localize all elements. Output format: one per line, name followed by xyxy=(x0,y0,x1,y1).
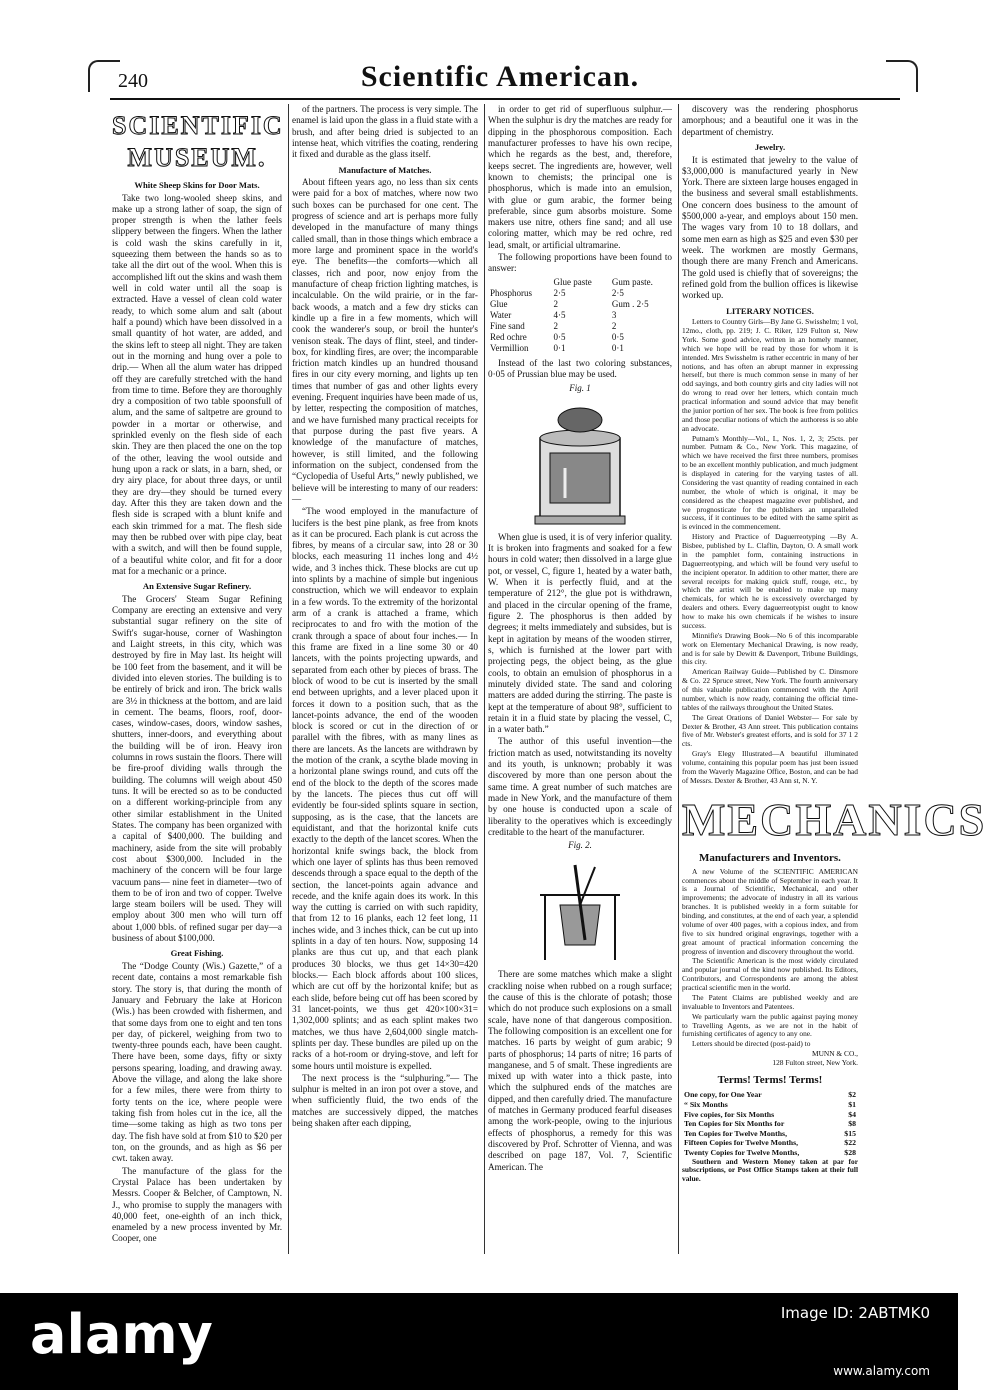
terms-price: $2 xyxy=(848,1090,856,1100)
terms-label: Ten Copies for Six Months for xyxy=(684,1119,785,1129)
terms-label: Ten Copies for Twelve Months, xyxy=(684,1128,788,1138)
article-paragraph: The Grocers' Steam Sugar Refining Company are erecting an extensive and very substantial sugar refinery on the site of Swift's sugar-house, corner of Washington and Laight streets, in this city, which was destroyed by fire in May last. Its height will be 100 feet from the basement, and it will be divided into eleven stories. The building is to be entirely of brick and iron. The brick walls are 3½ in thickness at the bottom, and are laid in cement. The beams, floors, roof, door-cases, window-cases, doors, window sashes, shutters, inner-doors, and everything about the building will be of iron. Heavy iron columns in rows sustain the floors. There will be fire-proof dividing walls through the building. The columns will weigh about 450 tuns. It will be erected so as to be conducted on a different working-principle from any other similar establishment in the United States. The company has been organized with a capital of $400,000. The building and machinery, aside from the site will probably cost about $300,000. Included in the machinery of the concern will be four large vacuum pans— nine feet in diameter—two of them to be of iron and two of copper. Twelve large steam boilers will be used. They will employ about 300 men who will turn off about 1,000 bbls. of refined sugar per day—a business of about $100,000. xyxy=(112,593,282,944)
column-1 xyxy=(112,104,282,1254)
recipe-table xyxy=(488,277,672,354)
figure-caption: Fig. 1 xyxy=(569,382,591,393)
recipe-header: Gum paste. xyxy=(611,276,653,287)
article-heading: Manufacture of Matches. xyxy=(338,164,432,175)
terms-price: $1 xyxy=(848,1100,856,1110)
column-divider xyxy=(678,104,679,1254)
recipe-cell: Gum . 2·5 xyxy=(611,298,649,309)
column-2 xyxy=(292,104,478,1254)
article-heading: An Extensive Sugar Refinery. xyxy=(142,581,252,592)
notice-paragraph: American Railway Guide—Published by C. Dinsmore & Co. 22 Spruce street, New York. The fourth anniversary of this valuable publication commenced with the April number, which is now ready, containing the official time-tables of the railways throughout the United States. xyxy=(682,667,858,712)
address-name: MUNN & CO., xyxy=(812,1049,858,1059)
museum-banner: SCIENTIFIC MUSEUM. xyxy=(112,111,284,172)
mechanics-banner: MECHANICS xyxy=(682,793,986,845)
terms-row xyxy=(682,1138,858,1148)
recipe-cell: 4·5 xyxy=(553,309,566,320)
recipe-cell: 0·5 xyxy=(553,332,566,342)
terms-price: $22 xyxy=(844,1138,856,1148)
recipe-cell: 2 xyxy=(611,320,617,331)
column-4 xyxy=(682,104,986,1254)
recipe-cell: Phosphorus xyxy=(490,287,533,298)
article-paragraph: discovery was the rendering phosphorus amorphous; and a beautiful one it was in the department of chemistry. xyxy=(682,104,858,137)
terms-label: Fifteen Copies for Twelve Months, xyxy=(684,1138,799,1148)
glue-pot-engraving xyxy=(520,398,640,528)
recipe-cell: 3 xyxy=(611,309,617,320)
recipe-cell: Water xyxy=(490,309,512,320)
article-heading: Jewelry. xyxy=(754,141,786,152)
notice-paragraph: Gray's Elegy Illustrated—A beautiful illuminated volume, containing this popular poem has just been issued from the Waverly Magazine Office, Boston, and can be had of Messrs. Dexter & Brother, 43 Ann st, N. Y. xyxy=(682,749,858,785)
notice-paragraph: The Scientific American is the most widely circulated and popular journal of the kind now published. Its Editors, Contributors, and Correspondents are among the ablest practical scientific men in the world. xyxy=(682,956,858,993)
terms-price: $28 xyxy=(844,1147,856,1157)
address-street: 128 Fulton street, New York. xyxy=(772,1058,858,1068)
article-paragraph: When glue is used, it is of very inferior quality. It is broken into fragments and soaked for a few hours in cold water; then dissolved in a large glue pot, or vessel, C, figure 1, heated by a water bath, W. When it is perfectly fluid, and at the temperature of 212°, the glue pot is withdrawn, and placed in the circular opening of the frame, figure 2. The phosphorus is then added by degrees; it melts immediately and subsides, but is kept in agitation by means of the wooden stirrer, s, which is furnished at the lower part with projecting pegs, the object being, as the glue cools, to obtain an emulsion of phosphorus in a minutely divided state. The sand and coloring matters are added during the stirring. The paste is kept at the temperature of about 98°, sufficient to retain it in a fluid state by placing the vessel, C, in a water bath.” xyxy=(488,531,672,735)
article-paragraph: About fifteen years ago, no less than six cents were paid for a box of matches, where now two such boxes can be purchased for one cent. The progress of science and art is perhaps more fully developed in the manufacture of many things called small, than in those things which embrace a more large and prominent space in the world's eye. The benefits—the comforts—which all classes, rich and poor, now enjoy from the manufacture of cheap friction lighting matches, is incalculable. On the wild prairie, or in the far-back woods, a match and a few dry sticks can kindle up a fire in a few moments, which will cook the wanderer's soup, or broil the hunter's venison steak. The days of flint, steel, and tinder-box, for kindling fires, are over; the incomparable friction match kindles up an hundred thousand fires in our city every morning, and lights up ten times that number of gas and other lights every evening. Frequent inquiries have been made of us, by letter, respecting the composition of matches, and we have furnished many practical receipts for that purpose during the past five years. A knowledge of the manufacture of matches, however, is still limited, and the following information on the subject, condensed from the “Cyclopedia of Useful Arts,” newly published, we believe will be interesting to many of our readers:— xyxy=(292,177,478,504)
recipe-cell: Glue xyxy=(490,298,508,309)
article-paragraph: The “Dodge County (Wis.) Gazette,” of a recent date, contains a most remarkable fish story. The story is, that during the month of January and February the lake at Horicon (Wis.) has been crowded with fishermen, and that some days from one to eight and ten tons per day, of pickerel, weighing from two to twenty-three pounds each, have been caught. There have been, some days, fifty or sixty persons spearing, loading, and drawing away. Above the village, and along the lake shore for a few miles, there were from thirty to forty tents on the ice, where people were taking fish from holes cut in the ice, all the time—some taking as high as two tons per day. The fish have sold at from $10 to $20 per ton, on the grounds, and as high as $6 per cwt. taken away. xyxy=(112,960,282,1164)
recipe-cell: Vermillion xyxy=(490,343,529,354)
article-paragraph: Take two long-wooled sheep skins, and make up a strong lather of soap, the sign of proper strength is when the lather feels slippery between the fingers. When the lather is cold wash the skins carefully in it, squeezing them between the hands so as to take all the dirt out of the wool. When this is accomplished lift out the skins and wash them well in cold water until all the soap is extracted. Have a vessel of clean cold water ready, to which some alum and salt (about half a pound) which have been dissolved in a small quantity of hot water, are added, and the skins left to steep all night. They are taken out in the morning and hung over a pole to drip.— When all the alum water has dripped off they are carefully stretched with the hand from time to time. Before they are thoroughly dry a composition of two table spoonsfull of alum, and the same of saltpetre are ground to powder in a mortar or otherwise, and sprinkled evenly on the flesh side of each skin. They are then placed the one on the top of the other, leaving the wool outside and hung upon a rack or slats, in a barn, shed, or dry airy place, for about three days, or until they are dry—they should be turned every day. After this they are taken down and the flesh side is scraped with a blunt knife and each skin trimmed for a mat. The flesh side may then be rubbed over with pipe clay, beat with a switch, and will then be found supple, of a beautiful white color, and fit for a door mat for a mechanic or a prince. xyxy=(112,192,282,576)
figure-caption: Fig. 2. xyxy=(568,840,592,851)
article-paragraph: in order to get rid of superfluous sulphur.— When the sulphur is dry the matches are ready for dipping in the phosphorous composition. Each manufacturer professes to have his own recipe, which he regards as the best, and, therefore, keeps secret. The ingredients are, however, well known to chemists; the principal one is phosphorus, which is made into an emulsion, with glue or gum arabic, the former being preferable, since gum absorbs moisture. Some makers use nitre, others fine sand; and all use coloring matter, which may be red ochre, red lead, smalt, or artificial ultramarine. xyxy=(488,104,672,250)
recipe-cell: 2·5 xyxy=(611,287,624,298)
recipe-header xyxy=(488,277,552,288)
header-rule xyxy=(110,98,900,100)
notice-paragraph: Southern and Western Money taken at par for subscriptions, or Post Office Stamps taken at their full value. xyxy=(682,1156,858,1184)
terms-row xyxy=(682,1100,858,1110)
recipe-cell: 2 xyxy=(553,320,559,331)
article-paragraph: The author of this useful invention—the friction match as used, notwitstanding its novelty and its youth, is unknown; probably it was discovered by more than one person about the same time. A great number of such matches are made in New York, and the manufacture of them by one house is conducted upon a scale of liberality to the operatives which is exceedingly creditable to the heart of the manufacturer. xyxy=(488,736,672,837)
subbanner: Manufacturers and Inventors. xyxy=(699,852,841,865)
notice-paragraph: A new Volume of the SCIENTIFIC AMERICAN commences about the middle of September in each year. It is a Journal of Scientific, Mechanical, and other improvements; the advocate of industry in all its various branches. It is published weekly in a form suitable for binding, and constitutes, at the end of each year, a splendid volume of over 400 pages, with a copious index, and from five to six hundred original engravings, together with a great amount of practical information concerning the progress of invention and discovery throughout the world. xyxy=(682,866,858,956)
terms-row xyxy=(682,1110,858,1120)
page-number: 240 xyxy=(118,70,148,92)
stirring-frame-engraving xyxy=(525,855,635,965)
recipe-cell: 0·5 xyxy=(611,332,624,342)
terms-label: “ Six Months xyxy=(684,1100,728,1110)
recipe-cell: Fine sand xyxy=(490,320,525,331)
terms-row xyxy=(682,1129,858,1139)
terms-price: $8 xyxy=(848,1119,856,1129)
notice-paragraph: The Patent Claims are published weekly and are invaluable to Inventors and Patentees. xyxy=(682,992,858,1011)
terms-price: $4 xyxy=(848,1109,856,1119)
terms-row xyxy=(682,1119,858,1129)
recipe-cell: 2·5 xyxy=(553,287,566,298)
recipe-cell: 0·1 xyxy=(611,343,624,354)
recipe-header: Glue paste xyxy=(553,276,592,287)
terms-label: Twenty Copies for Twelve Months, xyxy=(684,1147,800,1157)
recipe-cell: Red ochre xyxy=(490,332,527,342)
notice-paragraph: Letters should be directed (post-paid) to xyxy=(692,1039,811,1049)
image-id: Image ID: 2ABTMK0 xyxy=(780,1304,930,1322)
notice-paragraph: Putnam's Monthly—Vol., I., Nos. 1, 2, 3; 25cts. per number. Putnam & Co., New York. This magazine, of which we have received the first three numbers, promises to be an excellent monthly publication, and much judgment is displayed in catering for the varying tastes of all. Considering the vast quantity of reading contained in each number, the whole of which is original, it may be considered as the cheapest magazine ever published, and we prognosticate for the publishers an unparalleled success, if it continues to be edited with the same spirit as is evinced in the commencement. xyxy=(682,433,858,532)
article-paragraph: “The wood employed in the manufacture of lucifers is the best pine plank, as free from knots as it can be procured. Each plank is cut across the fibres, by means of a circular saw, into 28 or 30 blocks, each measuring 11 inches long and 4½ wide, and 3 inches thick. These blocks are cut up into splints by a machine of simple but ingenious construction, which we will endeavor to explain in a few words. To the extremity of the horizontal arm of a crank is attached a frame, which reciprocates to and fro with the motion of the crank through a space of about four inches.— In this frame are fixed in a line some 30 or 40 lancets, with the points projecting upwards, and separated from each other by pieces of brass. The block of wood to be cut is inserted by the small end between uprights, and a lever placed upon it forces it down to a position such, that as the lancet-points advance, the end of the wooden block is scored or cut in the direction of or parallel with the fibres, with as many lines as there are lancets. As the lancets are withdrawn by the motion of the crank, a scythe blade moving in a horizontal plane swings round, and cuts off the end of the block to the depth of the scores made by the lancets. The pieces thus cut off will evidently be four-sided splints square in section, supposing, as is the case, that the lancets are equidistant, and that the horizontal knife cuts exactly to the depth of the lancet scores. When the horizontal knife swings back, the block from which one layer of splints has thus been removed descends through a space equal to the depth of the section, the lancet-points again advance and recede, and the knife again does its work. In this way the cutting is carried on with such rapidity, that from 12 to 16 planks, each 12 feet long, 11 inches wide, and 3 inches thick, can be cut up into splints in a day of ten hours. Now, supposing 14 planks are thus cut up, and that each plank produces 30 blocks, we thus get 14×30=420 blocks.— Each block affords about 100 slices, which are cut off by the horizontal knife; but as each slide, before being cut off has been scored by 31 lancet-points, we thus get 420×100×31= 1,302,000 splints; and as each splint makes two matches, we thus have 2,604,000 single match-splints per day. These bundles are piled up on the racks of a hot-room or drying-stove, and left for some hours until moisture is expelled. xyxy=(292,506,478,1071)
article-heading: White Sheep Skins for Door Mats. xyxy=(134,179,260,190)
column-divider xyxy=(288,104,289,1254)
recipe-cell: 2 xyxy=(553,298,559,309)
recipe-cell: 0·1 xyxy=(553,343,566,354)
article-paragraph: The following proportions have been found to answer: xyxy=(488,252,672,274)
column-3 xyxy=(488,104,672,1254)
column-divider xyxy=(484,104,485,1254)
terms-label: Five copies, for Six Months xyxy=(684,1109,775,1119)
terms-row xyxy=(682,1090,858,1100)
notice-paragraph: Letters to Country Girls—By Jane G. Swisshelm; 1 vol, 12mo., cloth, pp. 219; J. C. Riker, 129 Fulton st, New York. Some good advice, written in an homely manner, which we hope will be read by those for whom it is intended. Mrs Swisshelm is rather eccentric in many of her notions, and has often an abrupt manner in expressing herself, but there is much common sense in many of her odd sayings, and both country girls and city ladies will not do wrong to read over her letters, which contain much practical information and sound advice that may benefit the junior portion of her sex. The book is free from politics and those peculiar notions of which the authoress is so able an advocate. xyxy=(682,317,858,433)
article-heading: Great Fishing. xyxy=(170,948,224,959)
article-paragraph: Instead of the last two coloring substances, 0·05 of Prussian blue may be used. xyxy=(488,358,672,380)
article-paragraph: The next process is the “sulphuring.”— The sulphur is melted in an iron pot over a stove, and when sufficiently fluid, the two ends of the matches are successively dipped, the matches being shaken after each dipping, xyxy=(292,1072,478,1129)
article-paragraph: of the partners. The process is very simple. The enamel is laid upon the glass in a fluid state with a brush, and after being dried is subjected to an intense heat, which vitrifies the coating, rendering it fixed and durable as the glass itself. xyxy=(292,104,478,160)
article-paragraph: It is estimated that jewelry to the value of $3,000,000 is manufactured yearly in New York. There are sixteen large houses engaged in the business and several small establishments. One concern does business to the amount of $500,000 a-year, and employs about 150 men. The wages vary from 10 to 18 dollars, and some men earn as high as $25 and even $30 per week. The workmen are mostly Germans, though there are many French and Americans. The gold used is chiefly that of sovereigns; the refined gold from the bullion offices is likewise worked up. xyxy=(682,154,858,301)
terms-price: $15 xyxy=(844,1128,856,1138)
terms-label: One copy, for One Year xyxy=(684,1090,762,1100)
terms-table xyxy=(682,1090,858,1157)
section-heading: LITERARY NOTICES. xyxy=(726,305,814,316)
notice-paragraph: History and Practice of Daguerreotyping —By A. Bisbee, published by L. Claflin, Dayton, O. A small work in the pamphlet form, containing instructions in Daguerreotyping, and which will be found very useful to the incipient operator. In addition to other matter, there are several receipts for making quick stuff, rouge, etc., by which the artist will be enabled to make up many chemicals, for which he is excessively overcharged by dealers and others. Every daguerreotypist ought to know how to make his own chemicals if he wishes to insure success. xyxy=(682,532,858,630)
notice-paragraph: Minnifie's Drawing Book—No 6 of this incomparable work on Elementary Mechanical Drawing, is now ready, and is for sale by Dewitt & Davenport, Tribune Buildings, this city. xyxy=(682,630,858,667)
alamy-logo: alamy xyxy=(30,1303,213,1366)
watermark-url: www.alamy.com xyxy=(833,1364,930,1378)
terms-title: Terms! Terms! Terms! xyxy=(717,1073,823,1086)
notice-paragraph: The Great Orations of Daniel Webster— For sale by Dexter & Brother, 43 Ann street. This publication contains five of Mr. Webster's greatest efforts, and is sold for 37 1 2 cts. xyxy=(682,712,858,749)
page-header xyxy=(100,60,900,96)
article-paragraph: There are some matches which make a slight crackling noise when rubbed on a rough surface; the cause of this is the chlorate of potash; those which do not produce such explosions on a small scale, have none of that dangerous composition. The following composition is an excellent one for matches. 16 parts by weight of gum arabic; 9 parts of phosphorus; 14 parts of nitre; 16 parts of manganese, and 5 of smalt. These ingredients are mixed up with water into a thick paste, into which the sulphured ends of the matches are dipped, and then carefully dried. The manufacture of matches in Germany produced fearful diseases among the work-people, owing to the injurious effects of phosphorus, a remedy for this was discovered by Prof. Schrotter of Vienna, and was described on page 187, Vol. 7, Scientific American. The xyxy=(488,969,673,1172)
masthead: Scientific American. xyxy=(360,60,640,93)
article-paragraph: The manufacture of the glass for the Crystal Palace has been undertaken by Messrs. Cooper & Belcher, of Camptown, N. J., who promise to supply the managers with 40,000 feet, one-eighth of an inch thick, enameled by a new process invented by Mr. Cooper, one xyxy=(112,1165,282,1244)
notice-paragraph: We particularly warn the public against paying money to Travelling Agents, as we are not in the habit of furnishing certificates of agency to any one. xyxy=(682,1011,858,1039)
